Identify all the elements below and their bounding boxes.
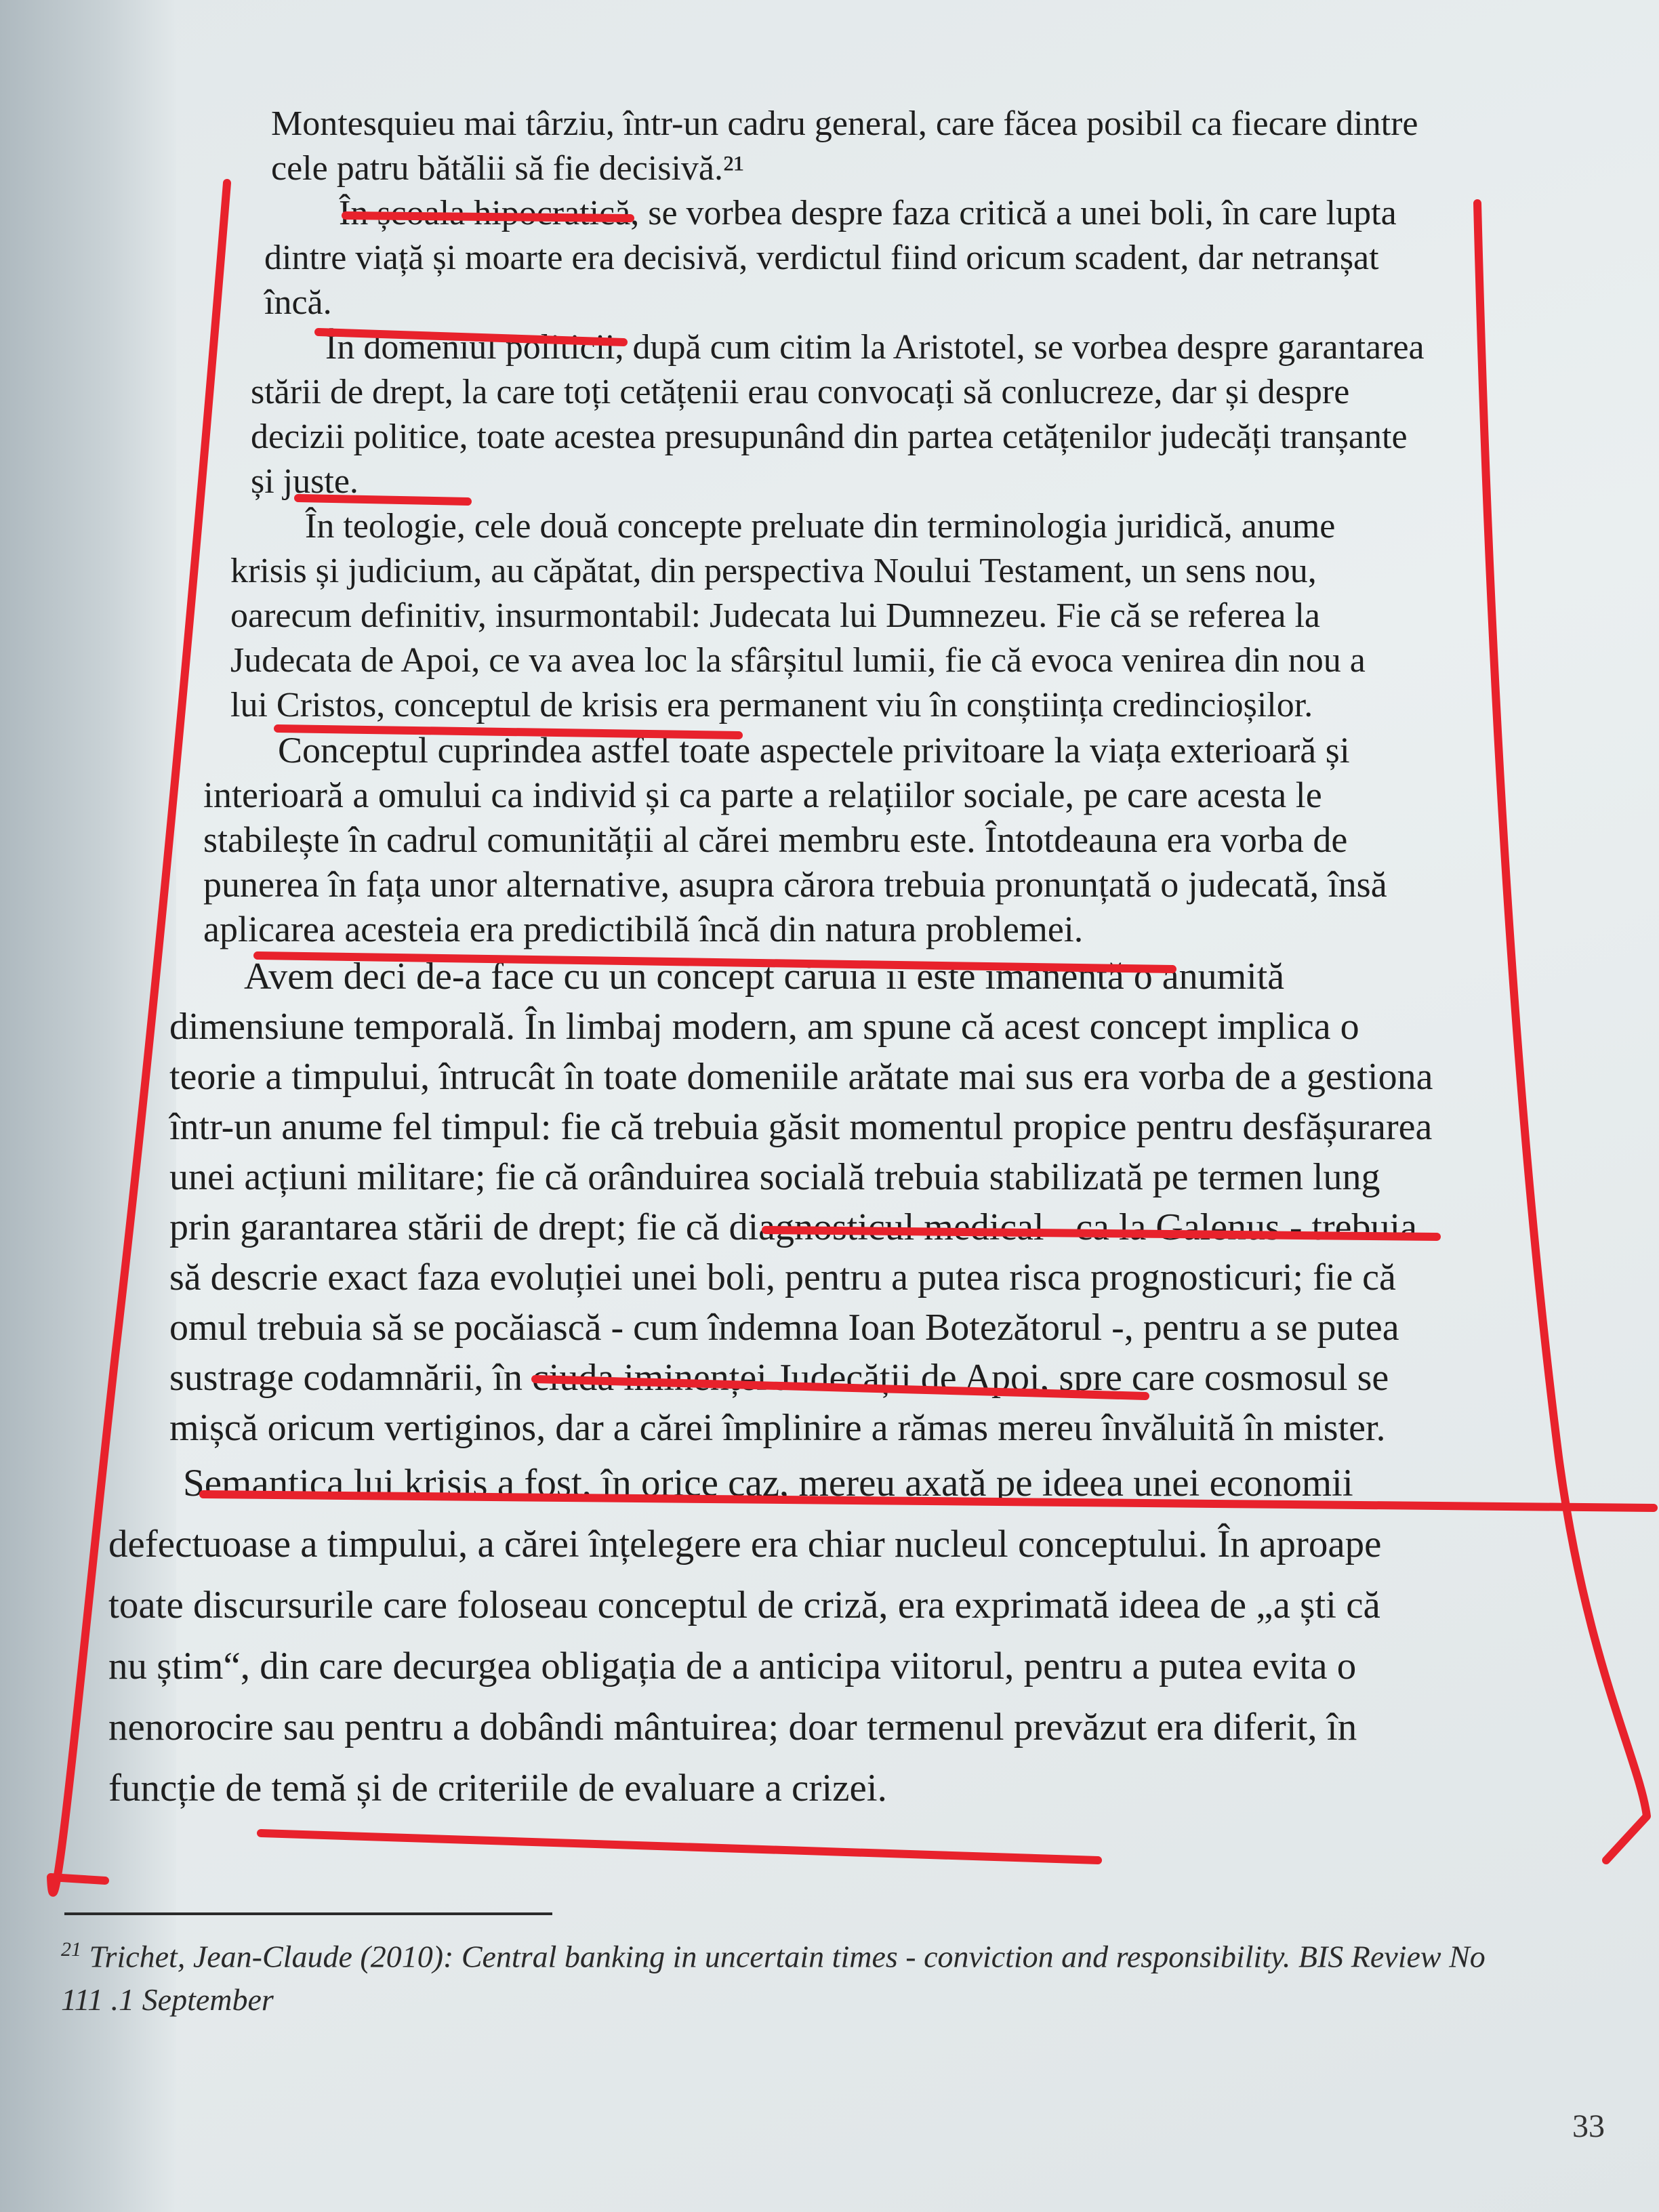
text-line: krisis și judicium, au căpătat, din perspectiva Noului Testament, un sens nou, — [230, 552, 1317, 590]
underline-semantica — [203, 1494, 1654, 1508]
text-line: Judecata de Apoi, ce va avea loc la sfârșitul lumii, fie că evoca venirea din nou a — [230, 641, 1366, 680]
footnote-separator — [64, 1912, 552, 1915]
text-line: nenorocire sau pentru a dobândi mântuirea; doar termenul prevăzut era diferit, în — [108, 1706, 1357, 1748]
text-line: Conceptul cuprindea astfel toate aspectele privitoare la viața exterioară și — [278, 730, 1350, 771]
footnote-line: 111 .1 September — [61, 1982, 274, 2018]
text-line: și juste. — [251, 462, 359, 501]
text-line: mișcă oricum vertiginos, dar a cărei împlinire a rămas mereu învăluită în mister. — [169, 1407, 1386, 1449]
footnote-line — [61, 1928, 1640, 1978]
text-line: dimensiune temporală. În limbaj modern, am spune că acest concept implica o — [169, 1006, 1359, 1048]
text-line: încă. — [264, 283, 332, 322]
text-line: nu știm“, din care decurgea obligația de a anticipa viitorul, pentru a putea evita o — [108, 1645, 1357, 1687]
underline-teologie — [298, 498, 468, 501]
underline-conceptul-cuprindea — [278, 729, 739, 735]
text-line: aplicarea acesteia era predictibilă încă din natura problemei. — [203, 909, 1084, 949]
right-bracket-stroke — [1477, 203, 1647, 1860]
text-line: În teologie, cele două concepte preluate din terminologia juridică, anume — [305, 507, 1336, 546]
footnote-marker: 21 — [61, 1938, 81, 1961]
footnote — [61, 1928, 1640, 2022]
text-line: să descrie exact faza evoluției unei boli, pentru a putea risca prognosticuri; fie că — [169, 1256, 1396, 1298]
text-line: stării de drept, la care toți cetățenii erau convocați să conlucreze, dar și despre — [251, 373, 1350, 411]
text-line: sustrage codamnării, în ciuda iminenței Judecății de Apoi, spre care cosmosul se — [169, 1357, 1389, 1399]
text-line: într-un anume fel timpul: fie că trebuia găsit momentul propice pentru desfășurarea — [169, 1106, 1433, 1148]
text-line: funcție de temă și de criteriile de evaluare a crizei. — [108, 1767, 887, 1809]
text-line: Semantica lui krisis a fost, în orice caz, mereu axată pe ideea unei economii — [183, 1462, 1353, 1504]
text-line: defectuoase a timpului, a cărei înțelegere era chiar nucleul conceptului. În aproape — [108, 1523, 1382, 1565]
text-line: cele patru bătălii să fie decisivă.²¹ — [271, 149, 745, 188]
underline-domeniul-politicii — [319, 332, 623, 342]
text-line: toate discursurile care foloseau conceptul de criză, era exprimată ideea de „a ști că — [108, 1584, 1380, 1626]
text-line: Montesquieu mai târziu, într-un cadru general, care făcea posibil ca fiecare dintre — [271, 104, 1418, 143]
text-line: prin garantarea stării de drept; fie că diagnosticul medical - ca la Galenus - trebuia — [169, 1206, 1417, 1248]
text-line: unei acțiuni militare; fie că orânduirea socială trebuia stabilizată pe termen lung — [169, 1156, 1380, 1198]
underline-diagnosticul-medical — [766, 1230, 1437, 1237]
text-line: dintre viață și moarte era decisivă, verdictul fiind oricum scadent, dar netranșat — [264, 239, 1379, 277]
left-bracket-stroke — [51, 183, 227, 1893]
text-line: lui Cristos, conceptul de krisis era permanent viu în conștiința credincioșilor. — [230, 686, 1313, 724]
underline-in-ciuda — [535, 1379, 1145, 1396]
text-line: interioară a omului ca individ și ca parte a relațiilor sociale, pe care acesta le — [203, 775, 1322, 815]
text-line: În domeniul politicii, după cum citim la Aristotel, se vorbea despre garantarea — [325, 328, 1425, 367]
text-line: oarecum definitiv, insurmontabil: Judecata lui Dumnezeu. Fie că se referea la — [230, 596, 1320, 635]
text-line: punerea în fața unor alternative, asupra cărora trebuia pronunțată o judecată, însă — [203, 864, 1387, 905]
text-line: decizii politice, toate acestea presupunând din partea cetățenilor judecăți tranșante — [251, 417, 1408, 456]
text-line: omul trebuia să se pocăiască - cum îndemna Ioan Botezătorul -, pentru a se putea — [169, 1307, 1399, 1349]
page-number: 33 — [1572, 2108, 1605, 2144]
text-line: Avem deci de-a face cu un concept căruia îi este imanentă o anumită — [244, 956, 1285, 998]
text-line: stabilește în cadrul comunității al cărei membru este. Întotdeauna era vorba de — [203, 819, 1348, 860]
underline-scoala-hipocratica — [346, 216, 630, 218]
text-line: În școala hipocratică, se vorbea despre faza critică a unei boli, în care lupta — [339, 194, 1397, 232]
underline-functie-de-tema — [261, 1833, 1098, 1860]
footnote-text: Trichet, Jean-Claude (2010): Central banking in uncertain times - conviction and responsibility. BIS Review No — [89, 1939, 1486, 1974]
text-line: teorie a timpului, întrucât în toate domeniile arătate mai sus era vorba de a gestiona — [169, 1056, 1433, 1098]
underline-avem-deci — [258, 956, 1172, 969]
